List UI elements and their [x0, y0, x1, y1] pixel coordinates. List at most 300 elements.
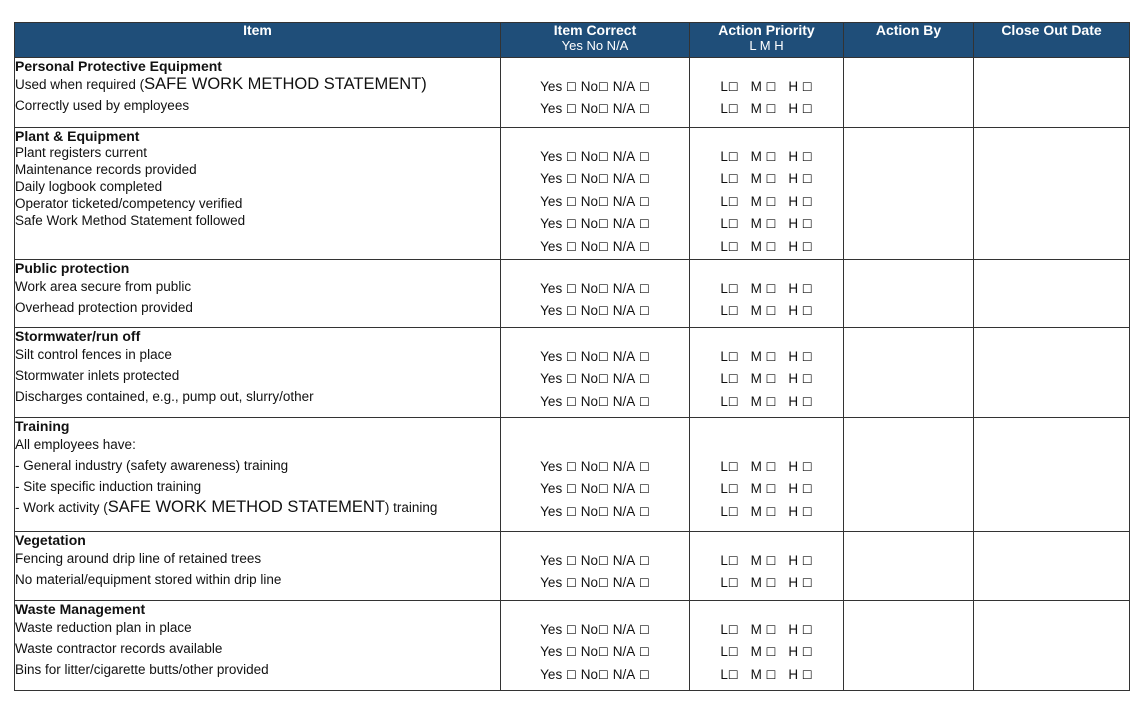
medium-checkbox[interactable]: ☐ — [765, 667, 777, 682]
option-na[interactable] — [613, 76, 650, 98]
low-checkbox[interactable]: ☐ — [727, 194, 739, 209]
option-m[interactable] — [751, 478, 777, 500]
no-checkbox[interactable]: ☐ — [598, 623, 609, 637]
option-no[interactable] — [581, 346, 609, 368]
action-by-cell[interactable] — [844, 58, 974, 128]
yes-checkbox[interactable]: ☐ — [565, 460, 577, 474]
na-checkbox[interactable]: ☐ — [639, 350, 650, 364]
option-label-no: No — [580, 575, 598, 591]
high-checkbox[interactable]: ☐ — [801, 304, 813, 319]
medium-checkbox[interactable]: ☐ — [765, 282, 777, 296]
high-checkbox[interactable]: ☐ — [801, 460, 813, 474]
option-m[interactable] — [751, 391, 777, 413]
option-m[interactable] — [751, 98, 777, 120]
option-no[interactable] — [581, 146, 609, 168]
na-checkbox[interactable]: ☐ — [639, 554, 650, 568]
medium-checkbox[interactable]: ☐ — [765, 80, 777, 94]
checklist-item-label — [15, 144, 500, 161]
option-l[interactable] — [720, 664, 738, 686]
option-yes[interactable] — [540, 391, 577, 413]
option-h[interactable] — [788, 478, 812, 500]
option-na[interactable] — [613, 501, 650, 523]
low-checkbox[interactable]: ☐ — [727, 150, 739, 164]
option-no[interactable] — [581, 191, 609, 213]
header-action-priority: Action Priority L M H — [690, 23, 844, 58]
option-label-yes: Yes — [540, 459, 563, 474]
close-out-date-cell[interactable] — [974, 128, 1130, 260]
close-out-date-cell[interactable] — [974, 58, 1130, 128]
na-checkbox[interactable]: ☐ — [639, 150, 650, 164]
yes-checkbox[interactable]: ☐ — [565, 372, 577, 387]
high-checkbox[interactable]: ☐ — [801, 372, 813, 387]
option-na[interactable] — [613, 98, 650, 120]
no-checkbox[interactable]: ☐ — [598, 194, 609, 209]
option-m[interactable] — [751, 456, 777, 478]
option-l[interactable] — [720, 501, 738, 523]
na-checkbox[interactable]: ☐ — [639, 372, 650, 387]
high-checkbox[interactable]: ☐ — [801, 350, 813, 364]
option-h[interactable] — [788, 213, 812, 235]
yes-checkbox[interactable]: ☐ — [565, 102, 577, 117]
yes-checkbox[interactable]: ☐ — [565, 504, 577, 519]
option-label-na: N/A — [612, 371, 636, 387]
yes-checkbox[interactable]: ☐ — [565, 482, 577, 497]
medium-checkbox[interactable]: ☐ — [765, 623, 777, 637]
no-checkbox[interactable]: ☐ — [598, 554, 609, 568]
yes-checkbox[interactable]: ☐ — [565, 645, 577, 660]
option-no[interactable] — [581, 391, 609, 413]
medium-checkbox[interactable]: ☐ — [765, 645, 777, 660]
option-yes[interactable] — [540, 300, 577, 322]
section-item-cell — [15, 58, 501, 128]
no-checkbox[interactable]: ☐ — [598, 304, 609, 319]
option-na[interactable] — [613, 278, 650, 300]
medium-checkbox[interactable]: ☐ — [765, 482, 777, 497]
yes-checkbox[interactable]: ☐ — [565, 576, 577, 591]
yes-no-na-options — [501, 456, 689, 478]
action-by-cell[interactable] — [844, 328, 974, 418]
header-item-correct-sub: Yes No N/A — [561, 38, 629, 53]
na-checkbox[interactable]: ☐ — [639, 172, 650, 187]
yes-checkbox[interactable]: ☐ — [565, 239, 577, 254]
priority-options — [690, 550, 843, 572]
option-h[interactable] — [788, 300, 812, 322]
yes-checkbox[interactable]: ☐ — [565, 304, 577, 319]
option-h[interactable] — [788, 146, 812, 168]
action-by-cell[interactable] — [844, 418, 974, 532]
option-l[interactable] — [720, 456, 738, 478]
medium-checkbox[interactable]: ☐ — [765, 194, 777, 209]
option-h[interactable] — [788, 76, 812, 98]
option-yes[interactable] — [540, 146, 577, 168]
option-h[interactable] — [788, 550, 812, 572]
low-checkbox[interactable]: ☐ — [727, 372, 739, 387]
item-text-pre: - Work activity ( — [15, 500, 108, 515]
high-checkbox[interactable]: ☐ — [801, 576, 813, 591]
option-label-na: N/A — [612, 79, 636, 94]
no-checkbox[interactable]: ☐ — [598, 667, 609, 682]
option-m[interactable] — [751, 619, 777, 641]
option-label-no: No — [580, 238, 598, 254]
option-na[interactable] — [613, 236, 650, 258]
option-na[interactable] — [613, 300, 650, 322]
no-checkbox[interactable]: ☐ — [598, 217, 609, 232]
option-label-no: No — [580, 79, 598, 94]
checklist-item-label — [15, 548, 500, 569]
option-m[interactable] — [751, 191, 777, 213]
low-checkbox[interactable]: ☐ — [727, 172, 739, 187]
medium-checkbox[interactable]: ☐ — [765, 102, 777, 117]
option-na[interactable] — [613, 346, 650, 368]
no-checkbox[interactable]: ☐ — [598, 150, 609, 164]
yes-checkbox[interactable]: ☐ — [565, 667, 577, 682]
option-na[interactable] — [613, 146, 650, 168]
option-l[interactable] — [720, 391, 738, 413]
no-checkbox[interactable]: ☐ — [598, 102, 609, 117]
high-checkbox[interactable]: ☐ — [801, 102, 813, 117]
option-l[interactable] — [720, 76, 738, 98]
medium-checkbox[interactable]: ☐ — [765, 217, 777, 232]
na-checkbox[interactable]: ☐ — [639, 394, 650, 409]
high-checkbox[interactable]: ☐ — [801, 194, 813, 209]
option-l[interactable] — [720, 191, 738, 213]
low-checkbox[interactable]: ☐ — [727, 623, 739, 637]
option-l[interactable] — [720, 300, 738, 322]
low-checkbox[interactable]: ☐ — [727, 554, 739, 568]
option-m[interactable] — [751, 278, 777, 300]
checklist-item-label — [15, 212, 500, 229]
option-yes[interactable] — [540, 278, 577, 300]
close-out-date-cell[interactable] — [974, 532, 1130, 601]
yes-no-na-options — [501, 501, 689, 523]
no-checkbox[interactable]: ☐ — [598, 282, 609, 296]
option-h[interactable] — [788, 278, 812, 300]
option-na[interactable] — [613, 641, 650, 663]
yes-checkbox[interactable]: ☐ — [565, 350, 577, 364]
option-yes[interactable] — [540, 236, 577, 258]
option-na[interactable] — [613, 478, 650, 500]
option-m[interactable] — [751, 641, 777, 663]
low-checkbox[interactable]: ☐ — [727, 482, 739, 497]
option-l[interactable] — [720, 146, 738, 168]
low-checkbox[interactable]: ☐ — [727, 80, 739, 94]
na-checkbox[interactable]: ☐ — [639, 667, 650, 682]
no-checkbox[interactable]: ☐ — [598, 482, 609, 497]
checklist-item-label — [15, 74, 500, 95]
option-na[interactable] — [613, 368, 650, 390]
option-no[interactable] — [581, 619, 609, 641]
option-no[interactable] — [581, 368, 609, 390]
option-m[interactable] — [751, 550, 777, 572]
option-m[interactable] — [751, 368, 777, 390]
option-l[interactable] — [720, 478, 738, 500]
high-checkbox[interactable]: ☐ — [801, 150, 813, 164]
high-checkbox[interactable]: ☐ — [801, 80, 813, 94]
option-label-yes: Yes — [540, 349, 563, 364]
option-no[interactable] — [581, 456, 609, 478]
no-checkbox[interactable]: ☐ — [598, 576, 609, 591]
low-checkbox[interactable]: ☐ — [727, 576, 739, 591]
action-by-cell[interactable] — [844, 260, 974, 328]
option-l[interactable] — [720, 619, 738, 641]
option-yes[interactable] — [540, 191, 577, 213]
option-l[interactable] — [720, 236, 738, 258]
close-out-date-cell[interactable] — [974, 260, 1130, 328]
low-checkbox[interactable]: ☐ — [727, 394, 739, 409]
yes-checkbox[interactable]: ☐ — [565, 80, 577, 94]
item-text-pre: Bins for litter/cigarette butts/other provided — [15, 662, 269, 677]
medium-checkbox[interactable]: ☐ — [765, 304, 777, 319]
checklist-item-label — [15, 569, 500, 590]
option-l[interactable] — [720, 346, 738, 368]
option-na[interactable] — [613, 213, 650, 235]
no-checkbox[interactable]: ☐ — [598, 394, 609, 409]
option-label-l: L — [720, 349, 728, 364]
option-l[interactable] — [720, 641, 738, 663]
option-h[interactable] — [788, 191, 812, 213]
item-correct-cell — [501, 328, 690, 418]
yes-checkbox[interactable]: ☐ — [565, 394, 577, 409]
option-yes[interactable] — [540, 478, 577, 500]
high-checkbox[interactable]: ☐ — [801, 667, 813, 682]
yes-no-na-options — [501, 98, 689, 120]
option-m[interactable] — [751, 300, 777, 322]
no-checkbox[interactable]: ☐ — [598, 645, 609, 660]
option-no[interactable] — [581, 168, 609, 190]
yes-no-na-options — [501, 300, 689, 322]
high-checkbox[interactable]: ☐ — [801, 282, 813, 296]
action-by-cell[interactable] — [844, 601, 974, 691]
option-h[interactable] — [788, 346, 812, 368]
yes-no-na-options — [501, 478, 689, 500]
high-checkbox[interactable]: ☐ — [801, 482, 813, 497]
priority-options — [690, 236, 843, 258]
action-by-cell[interactable] — [844, 128, 974, 260]
low-checkbox[interactable]: ☐ — [727, 239, 739, 254]
option-h[interactable] — [788, 368, 812, 390]
checklist-item-label — [15, 386, 500, 407]
medium-checkbox[interactable]: ☐ — [765, 554, 777, 568]
medium-checkbox[interactable]: ☐ — [765, 172, 777, 187]
option-na[interactable] — [613, 456, 650, 478]
option-no[interactable] — [581, 478, 609, 500]
option-label-yes: Yes — [540, 101, 563, 117]
option-l[interactable] — [720, 213, 738, 235]
option-m[interactable] — [751, 501, 777, 523]
option-label-no: No — [580, 349, 598, 364]
option-yes[interactable] — [540, 368, 577, 390]
option-label-no: No — [580, 503, 598, 519]
na-checkbox[interactable]: ☐ — [639, 102, 650, 117]
option-no[interactable] — [581, 664, 609, 686]
priority-options — [690, 478, 843, 500]
medium-checkbox[interactable]: ☐ — [765, 460, 777, 474]
option-yes[interactable] — [540, 641, 577, 663]
option-yes[interactable] — [540, 664, 577, 686]
na-checkbox[interactable]: ☐ — [639, 239, 650, 254]
option-no[interactable] — [581, 236, 609, 258]
option-l[interactable] — [720, 168, 738, 190]
yes-checkbox[interactable]: ☐ — [565, 623, 577, 637]
na-checkbox[interactable]: ☐ — [639, 504, 650, 519]
option-label-m: M — [750, 553, 762, 568]
option-no[interactable] — [581, 641, 609, 663]
option-yes[interactable] — [540, 501, 577, 523]
medium-checkbox[interactable]: ☐ — [765, 150, 777, 164]
medium-checkbox[interactable]: ☐ — [765, 576, 777, 591]
option-label-m: M — [750, 371, 762, 387]
medium-checkbox[interactable]: ☐ — [765, 504, 777, 519]
low-checkbox[interactable]: ☐ — [727, 217, 739, 232]
option-h[interactable] — [788, 501, 812, 523]
action-by-cell[interactable] — [844, 532, 974, 601]
low-checkbox[interactable]: ☐ — [727, 102, 739, 117]
high-checkbox[interactable]: ☐ — [801, 554, 813, 568]
option-no[interactable] — [581, 213, 609, 235]
na-checkbox[interactable]: ☐ — [639, 217, 650, 232]
section-row — [15, 532, 1130, 601]
yes-checkbox[interactable]: ☐ — [565, 554, 577, 568]
low-checkbox[interactable]: ☐ — [727, 282, 739, 296]
na-checkbox[interactable]: ☐ — [639, 623, 650, 637]
option-h[interactable] — [788, 456, 812, 478]
high-checkbox[interactable]: ☐ — [801, 217, 813, 232]
option-m[interactable] — [751, 664, 777, 686]
option-no[interactable] — [581, 300, 609, 322]
na-checkbox[interactable]: ☐ — [639, 80, 650, 94]
medium-checkbox[interactable]: ☐ — [765, 372, 777, 387]
no-checkbox[interactable]: ☐ — [598, 460, 609, 474]
close-out-date-cell[interactable] — [974, 328, 1130, 418]
checklist-item-label — [15, 365, 500, 386]
option-h[interactable] — [788, 664, 812, 686]
option-label-m: M — [750, 459, 762, 474]
yes-checkbox[interactable]: ☐ — [565, 172, 577, 187]
high-checkbox[interactable]: ☐ — [801, 172, 813, 187]
na-checkbox[interactable]: ☐ — [639, 460, 650, 474]
close-out-date-cell[interactable] — [974, 601, 1130, 691]
option-l[interactable] — [720, 98, 738, 120]
option-m[interactable] — [751, 213, 777, 235]
na-checkbox[interactable]: ☐ — [639, 194, 650, 209]
option-yes[interactable] — [540, 76, 577, 98]
option-na[interactable] — [613, 619, 650, 641]
option-l[interactable] — [720, 550, 738, 572]
low-checkbox[interactable]: ☐ — [727, 304, 739, 319]
option-label-na: N/A — [612, 481, 636, 497]
option-no[interactable] — [581, 501, 609, 523]
yes-no-na-options — [501, 76, 689, 98]
option-na[interactable] — [613, 664, 650, 686]
no-checkbox[interactable]: ☐ — [598, 504, 609, 519]
option-yes[interactable] — [540, 456, 577, 478]
item-text-pre: Stormwater inlets protected — [15, 368, 180, 383]
option-no[interactable] — [581, 278, 609, 300]
option-m[interactable] — [751, 346, 777, 368]
high-checkbox[interactable]: ☐ — [801, 504, 813, 519]
option-m[interactable] — [751, 146, 777, 168]
low-checkbox[interactable]: ☐ — [727, 350, 739, 364]
yes-checkbox[interactable]: ☐ — [565, 217, 577, 232]
high-checkbox[interactable]: ☐ — [801, 239, 813, 254]
option-yes[interactable] — [540, 346, 577, 368]
medium-checkbox[interactable]: ☐ — [765, 350, 777, 364]
high-checkbox[interactable]: ☐ — [801, 623, 813, 637]
option-m[interactable] — [751, 572, 777, 594]
option-m[interactable] — [751, 76, 777, 98]
na-checkbox[interactable]: ☐ — [639, 482, 650, 497]
option-label-m: M — [750, 171, 762, 187]
low-checkbox[interactable]: ☐ — [727, 645, 739, 660]
option-label-l: L — [720, 393, 728, 409]
no-checkbox[interactable]: ☐ — [598, 372, 609, 387]
low-checkbox[interactable]: ☐ — [727, 667, 739, 682]
option-h[interactable] — [788, 572, 812, 594]
option-no[interactable] — [581, 76, 609, 98]
no-checkbox[interactable]: ☐ — [598, 350, 609, 364]
option-m[interactable] — [751, 168, 777, 190]
option-na[interactable] — [613, 391, 650, 413]
option-na[interactable] — [613, 191, 650, 213]
yes-checkbox[interactable]: ☐ — [565, 194, 577, 209]
na-checkbox[interactable]: ☐ — [639, 282, 650, 296]
option-na[interactable] — [613, 572, 650, 594]
close-out-date-cell[interactable] — [974, 418, 1130, 532]
option-h[interactable] — [788, 391, 812, 413]
na-checkbox[interactable]: ☐ — [639, 304, 650, 319]
low-checkbox[interactable]: ☐ — [727, 460, 739, 474]
high-checkbox[interactable]: ☐ — [801, 645, 813, 660]
medium-checkbox[interactable]: ☐ — [765, 239, 777, 254]
option-h[interactable] — [788, 641, 812, 663]
option-na[interactable] — [613, 550, 650, 572]
option-l[interactable] — [720, 572, 738, 594]
option-m[interactable] — [751, 236, 777, 258]
item-correct-cell — [501, 128, 690, 260]
option-label-h: H — [788, 238, 799, 254]
option-yes[interactable] — [540, 98, 577, 120]
option-h[interactable] — [788, 168, 812, 190]
priority-options — [690, 213, 843, 235]
option-l[interactable] — [720, 368, 738, 390]
option-label-l: L — [720, 238, 728, 254]
no-checkbox[interactable]: ☐ — [598, 172, 609, 187]
yes-checkbox[interactable]: ☐ — [565, 150, 577, 164]
option-h[interactable] — [788, 619, 812, 641]
no-checkbox[interactable]: ☐ — [598, 80, 609, 94]
option-yes[interactable] — [540, 572, 577, 594]
option-no[interactable] — [581, 98, 609, 120]
option-no[interactable] — [581, 550, 609, 572]
option-label-no: No — [580, 622, 598, 637]
option-h[interactable] — [788, 98, 812, 120]
option-yes[interactable] — [540, 550, 577, 572]
na-checkbox[interactable]: ☐ — [639, 645, 650, 660]
option-no[interactable] — [581, 572, 609, 594]
low-checkbox[interactable]: ☐ — [727, 504, 739, 519]
medium-checkbox[interactable]: ☐ — [765, 394, 777, 409]
option-h[interactable] — [788, 236, 812, 258]
yes-checkbox[interactable]: ☐ — [565, 282, 577, 296]
high-checkbox[interactable]: ☐ — [801, 394, 813, 409]
option-l[interactable] — [720, 278, 738, 300]
no-checkbox[interactable]: ☐ — [598, 239, 609, 254]
option-yes[interactable] — [540, 213, 577, 235]
option-yes[interactable] — [540, 619, 577, 641]
option-yes[interactable] — [540, 168, 577, 190]
option-na[interactable] — [613, 168, 650, 190]
na-checkbox[interactable]: ☐ — [639, 576, 650, 591]
